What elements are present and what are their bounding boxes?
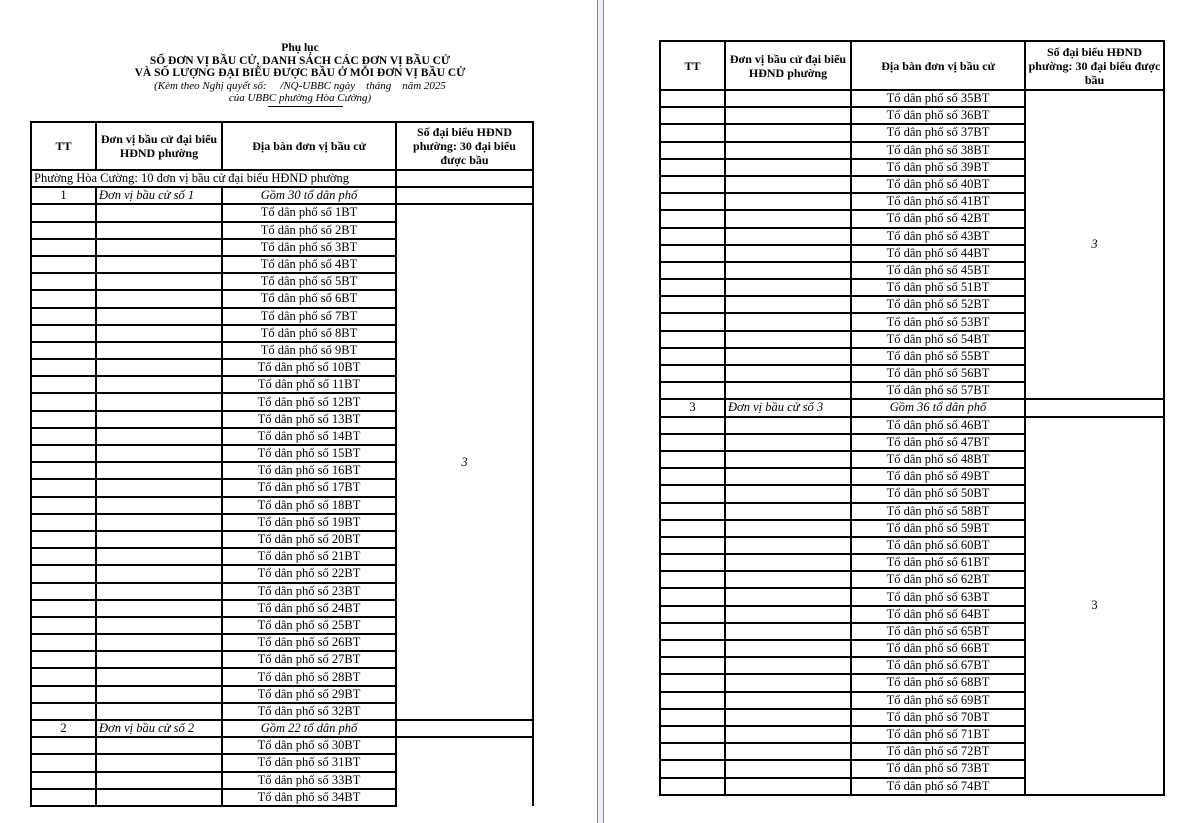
residential-group: Tổ dân phố số 34BT <box>222 789 396 806</box>
unit-summary: Gồm 36 tổ dân phố <box>851 399 1025 416</box>
unit-cell-empty <box>96 754 222 771</box>
unit-cell-empty <box>725 468 851 485</box>
tt-cell-empty <box>31 308 96 325</box>
unit-cell-empty <box>96 548 222 565</box>
tt-cell-empty <box>660 468 725 485</box>
tt-cell-empty <box>660 296 725 313</box>
unit-cell-empty <box>725 606 851 623</box>
residential-group: Tổ dân phố số 9BT <box>222 342 396 359</box>
tt-cell-empty <box>31 514 96 531</box>
tt-cell-empty <box>660 176 725 193</box>
residential-group: Tổ dân phố số 31BT <box>222 754 396 771</box>
residential-group: Tổ dân phố số 7BT <box>222 308 396 325</box>
unit-cell-empty <box>725 313 851 330</box>
tt-cell-empty <box>31 204 96 221</box>
residential-group: Tổ dân phố số 25BT <box>222 617 396 634</box>
unit-cell-empty <box>725 657 851 674</box>
unit-cell-empty <box>96 789 222 806</box>
unit-cell-empty <box>96 273 222 290</box>
tt-cell-empty <box>660 588 725 605</box>
tt-cell-empty <box>660 331 725 348</box>
unit-cell-empty <box>96 703 222 720</box>
unit-name: Đơn vị bầu cử số 2 <box>96 720 222 737</box>
residential-group: Tổ dân phố số 11BT <box>222 376 396 393</box>
unit-cell-empty <box>96 600 222 617</box>
residential-group: Tổ dân phố số 26BT <box>222 634 396 651</box>
tt-cell-empty <box>660 692 725 709</box>
unit-cell-empty <box>725 331 851 348</box>
unit-name: Đơn vị bầu cử số 3 <box>725 399 851 416</box>
tt-cell-empty <box>31 583 96 600</box>
tt-cell-empty <box>660 537 725 554</box>
residential-group: Tổ dân phố số 2BT <box>222 222 396 239</box>
residential-group: Tổ dân phố số 14BT <box>222 428 396 445</box>
residential-group: Tổ dân phố số 30BT <box>222 737 396 754</box>
unit-cell-empty <box>96 445 222 462</box>
tt-cell-empty <box>31 342 96 359</box>
unit-cell-empty <box>96 479 222 496</box>
residential-group: Tổ dân phố số 42BT <box>851 210 1025 227</box>
tt-cell-empty <box>660 262 725 279</box>
tt-cell-empty <box>660 520 725 537</box>
unit-cell-empty <box>725 778 851 795</box>
header-tt: TT <box>660 41 725 90</box>
document-title-line-2: VÀ SỐ LƯỢNG ĐẠI BIỂU ĐƯỢC BẦU Ở MỖI ĐƠN VỊ BẦU CỬ <box>134 67 466 79</box>
residential-group: Tổ dân phố số 48BT <box>851 451 1025 468</box>
unit-cell-empty <box>725 193 851 210</box>
residential-group: Tổ dân phố số 3BT <box>222 239 396 256</box>
tt-cell-empty <box>31 290 96 307</box>
unit-cell-empty <box>96 531 222 548</box>
tt-cell-empty <box>660 451 725 468</box>
residential-group: Tổ dân phố số 66BT <box>851 640 1025 657</box>
residential-group: Tổ dân phố số 39BT <box>851 159 1025 176</box>
unit-cell-empty <box>725 726 851 743</box>
unit-cell-empty <box>725 485 851 502</box>
residential-group: Tổ dân phố số 10BT <box>222 359 396 376</box>
header-delegates: Số đại biểu HĐND phường: 30 đại biểu được bầu <box>1025 41 1164 90</box>
tt-cell-empty <box>31 428 96 445</box>
residential-group: Tổ dân phố số 55BT <box>851 348 1025 365</box>
tt-cell-empty <box>31 651 96 668</box>
residential-group: Tổ dân phố số 5BT <box>222 273 396 290</box>
unit-cell-empty <box>725 262 851 279</box>
unit-cell-empty <box>96 308 222 325</box>
residential-group: Tổ dân phố số 37BT <box>851 124 1025 141</box>
residential-group: Tổ dân phố số 17BT <box>222 479 396 496</box>
tt-cell-empty <box>660 623 725 640</box>
tt-cell-empty <box>31 686 96 703</box>
unit-cell-empty <box>96 222 222 239</box>
tt-cell-empty <box>31 668 96 685</box>
page-divider <box>597 0 604 823</box>
tt-cell-empty <box>31 548 96 565</box>
residential-group: Tổ dân phố số 21BT <box>222 548 396 565</box>
header-underline <box>268 106 343 107</box>
unit-cell-empty <box>725 279 851 296</box>
delegates-cell-empty <box>396 720 533 737</box>
unit-cell-empty <box>96 342 222 359</box>
residential-group: Tổ dân phố số 64BT <box>851 606 1025 623</box>
unit-cell-empty <box>96 583 222 600</box>
residential-group: Tổ dân phố số 60BT <box>851 537 1025 554</box>
unit-cell-empty <box>725 159 851 176</box>
delegates-cell-empty <box>396 170 533 187</box>
tt-cell-empty <box>31 393 96 410</box>
tt-cell-empty <box>660 142 725 159</box>
delegates-count: 3 <box>1025 417 1164 795</box>
tt-cell-empty <box>660 760 725 777</box>
unit-cell-empty <box>96 686 222 703</box>
tt-cell-empty <box>660 193 725 210</box>
tt-cell-empty <box>31 376 96 393</box>
residential-group: Tổ dân phố số 8BT <box>222 325 396 342</box>
unit-cell-empty <box>725 640 851 657</box>
tt-cell-empty <box>31 789 96 806</box>
residential-group: Tổ dân phố số 35BT <box>851 90 1025 107</box>
unit-cell-empty <box>725 176 851 193</box>
tt-cell-empty <box>31 754 96 771</box>
unit-cell-empty <box>725 365 851 382</box>
table-row <box>660 90 1164 107</box>
residential-group: Tổ dân phố số 43BT <box>851 228 1025 245</box>
residential-group: Tổ dân phố số 57BT <box>851 382 1025 399</box>
delegates-cell-empty <box>1025 399 1164 416</box>
unit-header-row <box>660 399 1164 416</box>
tt-cell-empty <box>660 726 725 743</box>
residential-group: Tổ dân phố số 53BT <box>851 313 1025 330</box>
residential-group: Tổ dân phố số 54BT <box>851 331 1025 348</box>
residential-group: Tổ dân phố số 63BT <box>851 588 1025 605</box>
unit-summary: Gồm 22 tổ dân phố <box>222 720 396 737</box>
header-area: Địa bàn đơn vị bầu cử <box>222 122 396 170</box>
unit-number: 2 <box>31 720 96 737</box>
header-unit: Đơn vị bầu cử đại biểu HĐND phường <box>96 122 222 170</box>
residential-group: Tổ dân phố số 33BT <box>222 772 396 789</box>
unit-cell-empty <box>725 210 851 227</box>
residential-group: Tổ dân phố số 49BT <box>851 468 1025 485</box>
unit-cell-empty <box>96 737 222 754</box>
unit-cell-empty <box>725 571 851 588</box>
residential-group: Tổ dân phố số 13BT <box>222 411 396 428</box>
tt-cell-empty <box>660 245 725 262</box>
tt-cell-empty <box>660 107 725 124</box>
tt-cell-empty <box>660 743 725 760</box>
tt-cell-empty <box>31 497 96 514</box>
unit-cell-empty <box>96 565 222 582</box>
delegates-cell-empty <box>396 187 533 204</box>
unit-cell-empty <box>96 256 222 273</box>
residential-group: Tổ dân phố số 41BT <box>851 193 1025 210</box>
unit-cell-empty <box>96 428 222 445</box>
residential-group: Tổ dân phố số 16BT <box>222 462 396 479</box>
unit-cell-empty <box>725 520 851 537</box>
tt-cell-empty <box>660 640 725 657</box>
residential-group: Tổ dân phố số 1BT <box>222 204 396 221</box>
delegates-count: 3 <box>396 204 533 720</box>
tt-cell-empty <box>660 571 725 588</box>
residential-group: Tổ dân phố số 62BT <box>851 571 1025 588</box>
unit-cell-empty <box>96 462 222 479</box>
tt-cell-empty <box>31 325 96 342</box>
tt-cell-empty <box>31 222 96 239</box>
residential-group: Tổ dân phố số 28BT <box>222 668 396 685</box>
residential-group: Tổ dân phố số 59BT <box>851 520 1025 537</box>
unit-cell-empty <box>725 554 851 571</box>
unit-header-row <box>31 720 533 737</box>
tt-cell-empty <box>31 565 96 582</box>
tt-cell-empty <box>31 411 96 428</box>
unit-cell-empty <box>96 376 222 393</box>
unit-cell-empty <box>96 497 222 514</box>
table-row <box>31 204 533 221</box>
residential-group: Tổ dân phố số 56BT <box>851 365 1025 382</box>
residential-group: Tổ dân phố số 20BT <box>222 531 396 548</box>
unit-cell-empty <box>96 239 222 256</box>
residential-group: Tổ dân phố số 18BT <box>222 497 396 514</box>
delegates-cell-continued <box>396 737 533 806</box>
residential-group: Tổ dân phố số 36BT <box>851 107 1025 124</box>
tt-cell-empty <box>660 417 725 434</box>
residential-group: Tổ dân phố số 69BT <box>851 692 1025 709</box>
unit-cell-empty <box>725 142 851 159</box>
unit-cell-empty <box>96 634 222 651</box>
unit-cell-empty <box>725 382 851 399</box>
residential-group: Tổ dân phố số 27BT <box>222 651 396 668</box>
table-row <box>31 737 533 754</box>
tt-cell-empty <box>660 210 725 227</box>
tt-cell-empty <box>660 485 725 502</box>
residential-group: Tổ dân phố số 22BT <box>222 565 396 582</box>
residential-group: Tổ dân phố số 15BT <box>222 445 396 462</box>
residential-group: Tổ dân phố số 45BT <box>851 262 1025 279</box>
residential-group: Tổ dân phố số 65BT <box>851 623 1025 640</box>
document-page-2 <box>605 0 1194 823</box>
tt-cell-empty <box>660 365 725 382</box>
tt-cell-empty <box>31 634 96 651</box>
electoral-units-table-page-2 <box>659 40 1165 796</box>
residential-group: Tổ dân phố số 40BT <box>851 176 1025 193</box>
unit-cell-empty <box>96 514 222 531</box>
tt-cell-empty <box>660 778 725 795</box>
residential-group: Tổ dân phố số 32BT <box>222 703 396 720</box>
unit-cell-empty <box>725 588 851 605</box>
unit-cell-empty <box>725 760 851 777</box>
residential-group: Tổ dân phố số 23BT <box>222 583 396 600</box>
residential-group: Tổ dân phố số 72BT <box>851 743 1025 760</box>
residential-group: Tổ dân phố số 6BT <box>222 290 396 307</box>
tt-cell-empty <box>31 737 96 754</box>
residential-group: Tổ dân phố số 38BT <box>851 142 1025 159</box>
unit-cell-empty <box>725 90 851 107</box>
unit-number: 3 <box>660 399 725 416</box>
document-subtitle-line-2: của UBBC phường Hòa Cường) <box>228 92 372 104</box>
electoral-units-table-page-1 <box>30 121 534 807</box>
residential-group: Tổ dân phố số 70BT <box>851 709 1025 726</box>
unit-cell-empty <box>96 411 222 428</box>
unit-cell-empty <box>725 245 851 262</box>
residential-group: Tổ dân phố số 58BT <box>851 503 1025 520</box>
tt-cell-empty <box>31 256 96 273</box>
header-area: Địa bàn đơn vị bầu cử <box>851 41 1025 90</box>
tt-cell-empty <box>660 382 725 399</box>
unit-cell-empty <box>725 537 851 554</box>
unit-number: 1 <box>31 187 96 204</box>
tt-cell-empty <box>31 600 96 617</box>
unit-cell-empty <box>725 348 851 365</box>
tt-cell-empty <box>31 273 96 290</box>
unit-cell-empty <box>96 393 222 410</box>
tt-cell-empty <box>31 359 96 376</box>
unit-cell-empty <box>96 204 222 221</box>
residential-group: Tổ dân phố số 52BT <box>851 296 1025 313</box>
tt-cell-empty <box>31 703 96 720</box>
unit-cell-empty <box>725 124 851 141</box>
unit-cell-empty <box>725 107 851 124</box>
document-subtitle-line-1: (Kèm theo Nghị quyết số: /NQ-UBBC ngày tháng năm 2025 <box>154 79 446 92</box>
delegates-count: 3 <box>1025 90 1164 399</box>
unit-cell-empty <box>96 651 222 668</box>
residential-group: Tổ dân phố số 50BT <box>851 485 1025 502</box>
residential-group: Tổ dân phố số 71BT <box>851 726 1025 743</box>
tt-cell-empty <box>660 90 725 107</box>
unit-cell-empty <box>725 451 851 468</box>
tt-cell-empty <box>31 445 96 462</box>
unit-cell-empty <box>96 617 222 634</box>
residential-group: Tổ dân phố số 74BT <box>851 778 1025 795</box>
unit-cell-empty <box>725 743 851 760</box>
ward-summary: Phường Hòa Cường: 10 đơn vị bầu cử đại biểu HĐND phường <box>31 170 396 187</box>
tt-cell-empty <box>660 279 725 296</box>
unit-cell-empty <box>725 417 851 434</box>
tt-cell-empty <box>660 434 725 451</box>
residential-group: Tổ dân phố số 12BT <box>222 393 396 410</box>
unit-cell-empty <box>96 668 222 685</box>
tt-cell-empty <box>660 159 725 176</box>
tt-cell-empty <box>31 479 96 496</box>
residential-group: Tổ dân phố số 68BT <box>851 674 1025 691</box>
unit-cell-empty <box>725 296 851 313</box>
tt-cell-empty <box>660 503 725 520</box>
residential-group: Tổ dân phố số 44BT <box>851 245 1025 262</box>
residential-group: Tổ dân phố số 19BT <box>222 514 396 531</box>
unit-cell-empty <box>725 623 851 640</box>
residential-group: Tổ dân phố số 29BT <box>222 686 396 703</box>
tt-cell-empty <box>31 772 96 789</box>
unit-summary: Gồm 30 tổ dân phố <box>222 187 396 204</box>
tt-cell-empty <box>660 124 725 141</box>
residential-group: Tổ dân phố số 73BT <box>851 760 1025 777</box>
tt-cell-empty <box>660 228 725 245</box>
tt-cell-empty <box>660 348 725 365</box>
header-tt: TT <box>31 122 96 170</box>
table-row <box>660 417 1164 434</box>
header-delegates: Số đại biểu HĐND phường: 30 đại biểu được bầu <box>396 122 533 170</box>
tt-cell-empty <box>660 709 725 726</box>
unit-cell-empty <box>96 325 222 342</box>
unit-cell-empty <box>96 772 222 789</box>
unit-cell-empty <box>725 709 851 726</box>
unit-cell-empty <box>96 359 222 376</box>
tt-cell-empty <box>660 313 725 330</box>
unit-name: Đơn vị bầu cử số 1 <box>96 187 222 204</box>
unit-cell-empty <box>725 692 851 709</box>
ward-summary-row <box>31 170 533 187</box>
tt-cell-empty <box>31 531 96 548</box>
tt-cell-empty <box>31 239 96 256</box>
document-header <box>100 42 500 107</box>
unit-cell-empty <box>725 674 851 691</box>
unit-cell-empty <box>725 228 851 245</box>
tt-cell-empty <box>660 674 725 691</box>
tt-cell-empty <box>31 462 96 479</box>
document-title-line-1: SỐ ĐƠN VỊ BẦU CỬ, DANH SÁCH CÁC ĐƠN VỊ BẦU CỬ <box>149 54 451 67</box>
tt-cell-empty <box>660 554 725 571</box>
unit-cell-empty <box>96 290 222 307</box>
tt-cell-empty <box>31 617 96 634</box>
residential-group: Tổ dân phố số 67BT <box>851 657 1025 674</box>
unit-cell-empty <box>725 503 851 520</box>
unit-cell-empty <box>725 434 851 451</box>
residential-group: Tổ dân phố số 46BT <box>851 417 1025 434</box>
residential-group: Tổ dân phố số 51BT <box>851 279 1025 296</box>
residential-group: Tổ dân phố số 61BT <box>851 554 1025 571</box>
residential-group: Tổ dân phố số 47BT <box>851 434 1025 451</box>
header-unit: Đơn vị bầu cử đại biểu HĐND phường <box>725 41 851 90</box>
residential-group: Tổ dân phố số 24BT <box>222 600 396 617</box>
unit-header-row <box>31 187 533 204</box>
appendix-title: Phụ lục <box>281 42 319 54</box>
residential-group: Tổ dân phố số 4BT <box>222 256 396 273</box>
tt-cell-empty <box>660 606 725 623</box>
tt-cell-empty <box>660 657 725 674</box>
